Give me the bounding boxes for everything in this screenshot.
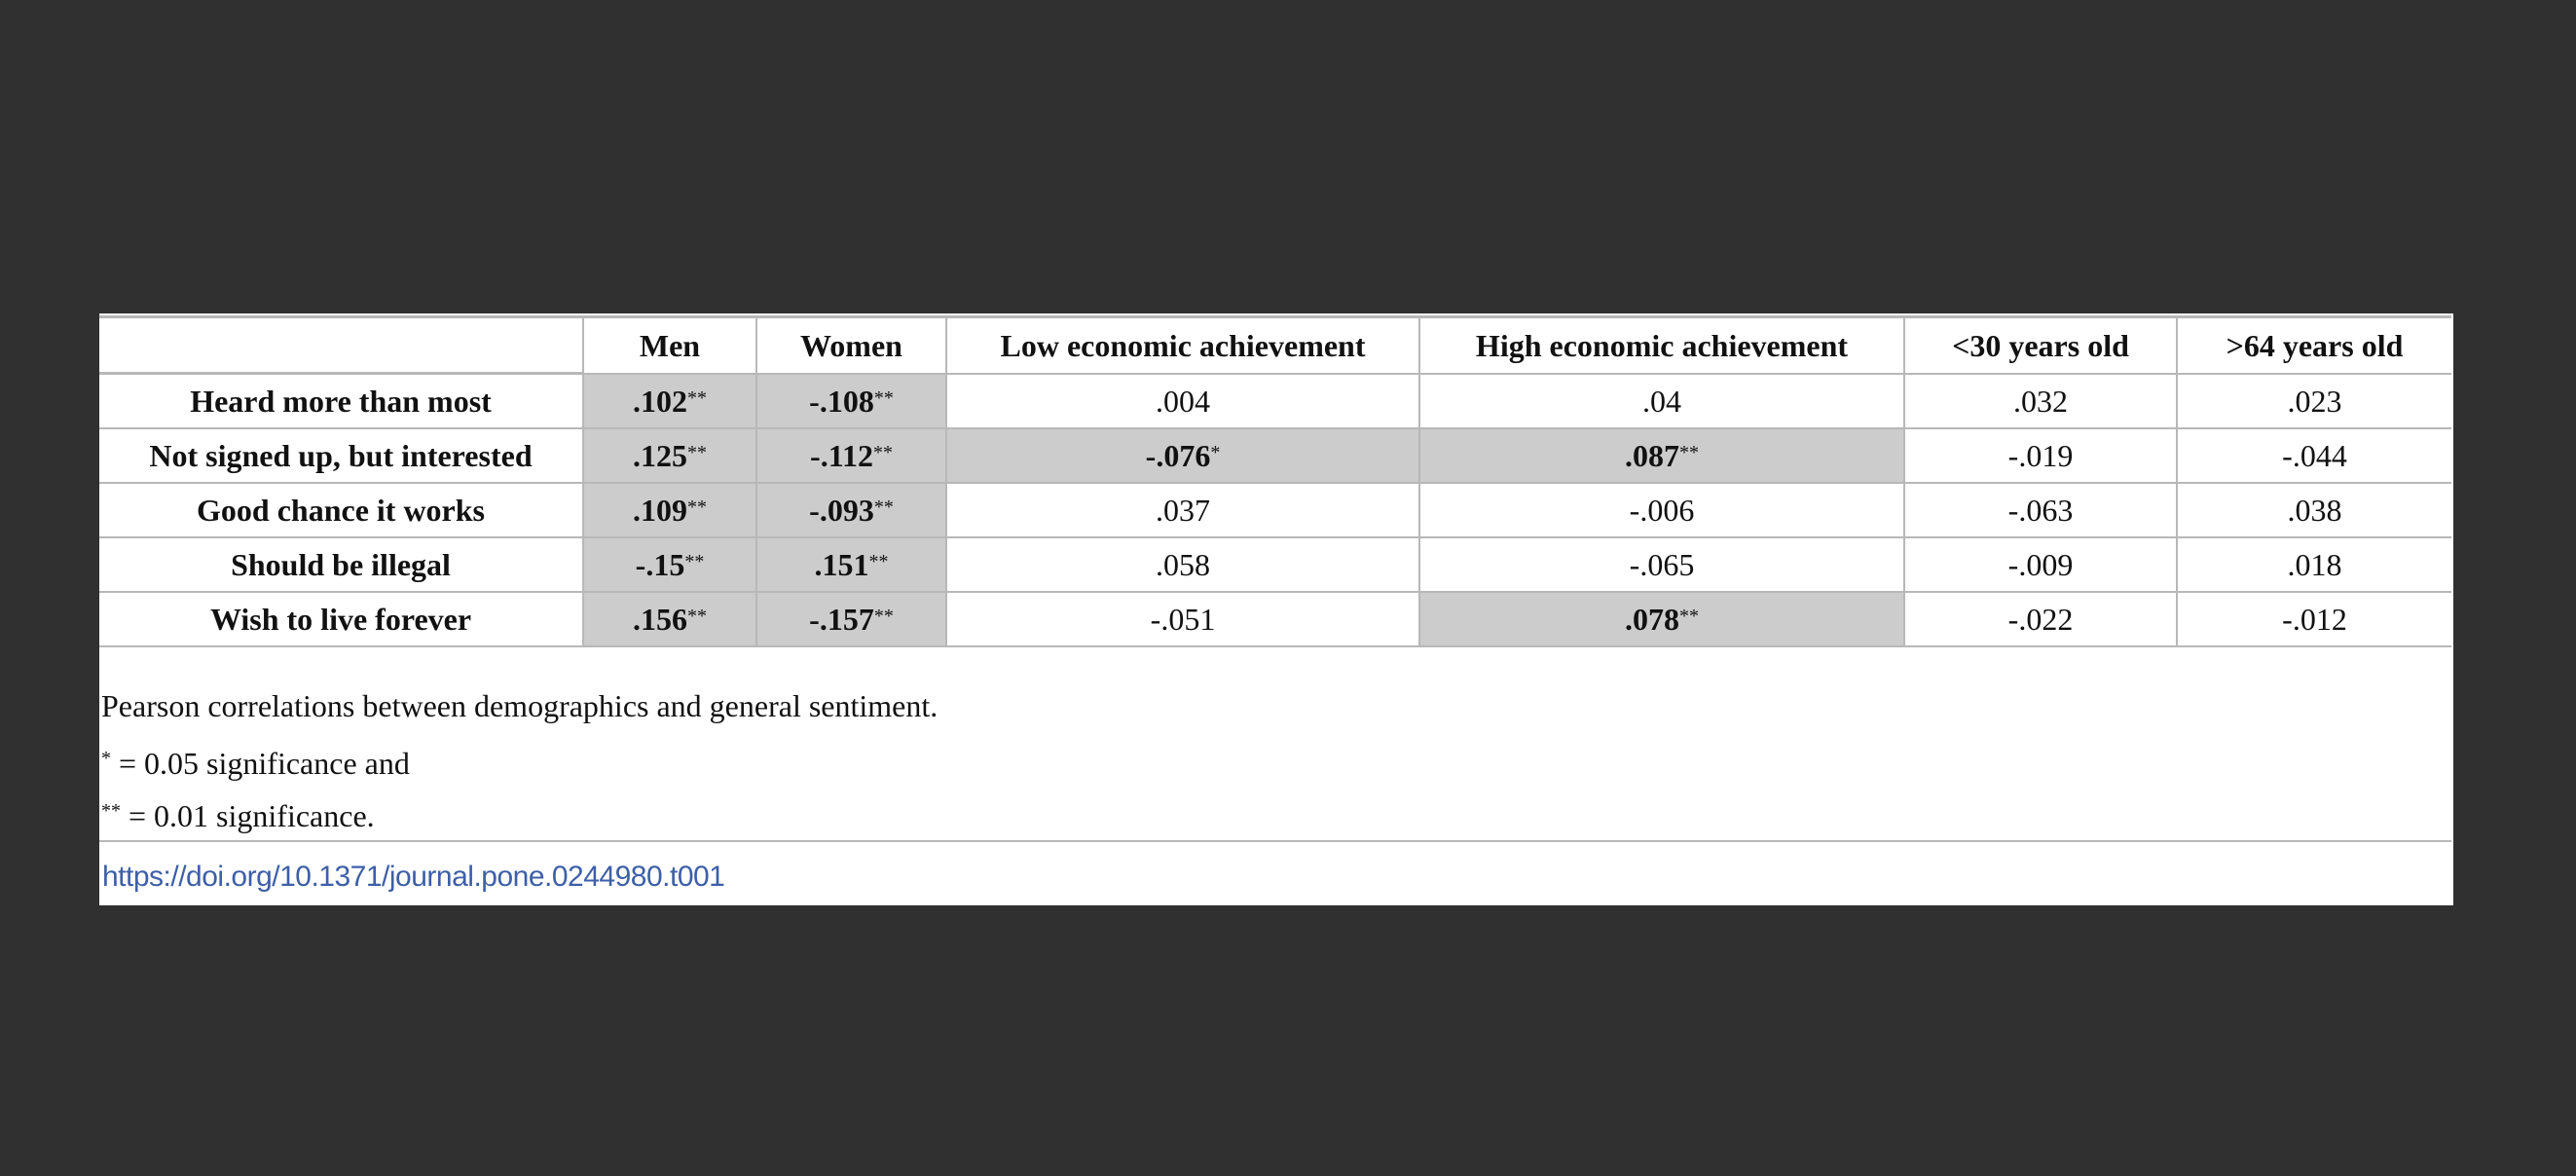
header-row [99,317,2451,374]
significance-mark: ** [687,606,707,627]
cell-value: .058 [1156,547,1210,582]
header-cell [99,317,583,374]
row-label: Heard more than most [99,374,583,429]
cell-value: .037 [1156,493,1210,528]
footnote-2 [101,785,938,837]
cell-value: -.076 [1145,438,1211,473]
table-cell [2177,428,2451,483]
cell-value: -.012 [2282,602,2347,637]
cell-value: .023 [2287,383,2342,419]
header-cell: <30 years old [1904,317,2177,374]
significance-mark: * [1210,442,1221,463]
cell-value: -.157 [809,602,874,637]
footnote-text: = 0.01 significance. [121,798,375,833]
significance-mark: ** [873,386,894,409]
cell-value: -.15 [635,547,685,582]
table-cell [1419,483,1904,537]
divider [99,840,2451,842]
cell-value: .038 [2287,493,2342,528]
table-cell [2177,374,2451,429]
table-cell [583,592,756,646]
cell-value: -.044 [2282,438,2347,473]
footnote-1 [101,732,938,785]
cell-value: .156 [633,602,687,637]
table-cell [756,592,946,646]
table-cell [946,537,1419,592]
table-cell [1904,374,2177,429]
table-notes [101,680,938,837]
table-cell [1904,428,2177,483]
table-cell [1904,592,2177,646]
table-panel [99,313,2453,905]
row-label: Should be illegal [99,537,583,592]
table-row [99,592,2451,646]
table-cell [583,537,756,592]
cell-value: .018 [2287,547,2342,582]
significance-mark: ** [687,496,707,518]
significance-mark: ** [687,442,707,463]
table-cell [1419,374,1904,429]
significance-mark: ** [687,386,707,409]
table-cell [2177,592,2451,646]
table-cell [756,537,946,592]
significance-mark: ** [1679,606,1699,627]
cell-value: .078 [1625,602,1679,637]
footnote-mark: ** [101,800,121,822]
table-cell [946,428,1419,483]
cell-value: .032 [2013,383,2068,419]
table-cell [1419,428,1904,483]
header-cell: >64 years old [2177,317,2451,374]
row-label: Good chance it works [99,483,583,537]
footnote-text: = 0.05 significance and [111,746,410,781]
table-body [99,374,2451,647]
table-cell [1904,483,2177,537]
table-cell [946,374,1419,429]
significance-mark: ** [1679,442,1699,463]
row-label: Wish to live forever [99,592,583,646]
table-cell [1904,537,2177,592]
cell-value: -.108 [809,383,874,419]
significance-mark: ** [873,606,894,627]
table-cell [1419,537,1904,592]
cell-value: .109 [633,493,687,528]
significance-mark: ** [684,551,705,572]
table-row [99,483,2451,537]
table-cell [583,428,756,483]
significance-mark: ** [868,551,889,572]
cell-value: -.093 [809,493,874,528]
cell-value: -.065 [1629,547,1695,582]
table-cell [756,428,946,483]
cell-value: -.051 [1150,602,1216,637]
table-cell [946,483,1419,537]
cell-value: -.022 [2007,602,2074,637]
cell-value: .087 [1625,438,1679,473]
significance-mark: ** [873,496,894,518]
table-cell [583,374,756,429]
cell-value: .004 [1156,383,1210,419]
header-cell: Women [756,317,946,374]
row-label: Not signed up, but interested [99,428,583,483]
cell-value: -.006 [1629,493,1695,528]
header-cell: Low economic achievement [946,317,1419,374]
table-row [99,428,2451,483]
table-cell [583,483,756,537]
table-cell [2177,483,2451,537]
table-caption: Pearson correlations between demographics and general sentiment. [101,688,938,723]
cell-value: -.019 [2007,438,2074,473]
table-cell [756,483,946,537]
cell-value: .125 [633,438,687,473]
table-cell [756,374,946,429]
cell-value: .102 [633,383,687,419]
table-row [99,374,2451,429]
footnote-mark: * [101,748,111,769]
table-row [99,537,2451,592]
table-cell [1419,592,1904,646]
cell-value: .151 [814,547,869,582]
cell-value: -.009 [2007,547,2074,582]
cell-value: .04 [1642,383,1681,419]
cell-value: -.063 [2007,493,2074,528]
cell-value: -.112 [810,438,873,473]
significance-mark: ** [872,442,893,463]
doi-link[interactable]: https://doi.org/10.1371/journal.pone.0244980.t001 [102,861,725,893]
header-cell: Men [583,317,756,374]
correlation-table [99,315,2451,647]
table-cell [2177,537,2451,592]
header-cell: High economic achievement [1419,317,1904,374]
table-cell [946,592,1419,646]
